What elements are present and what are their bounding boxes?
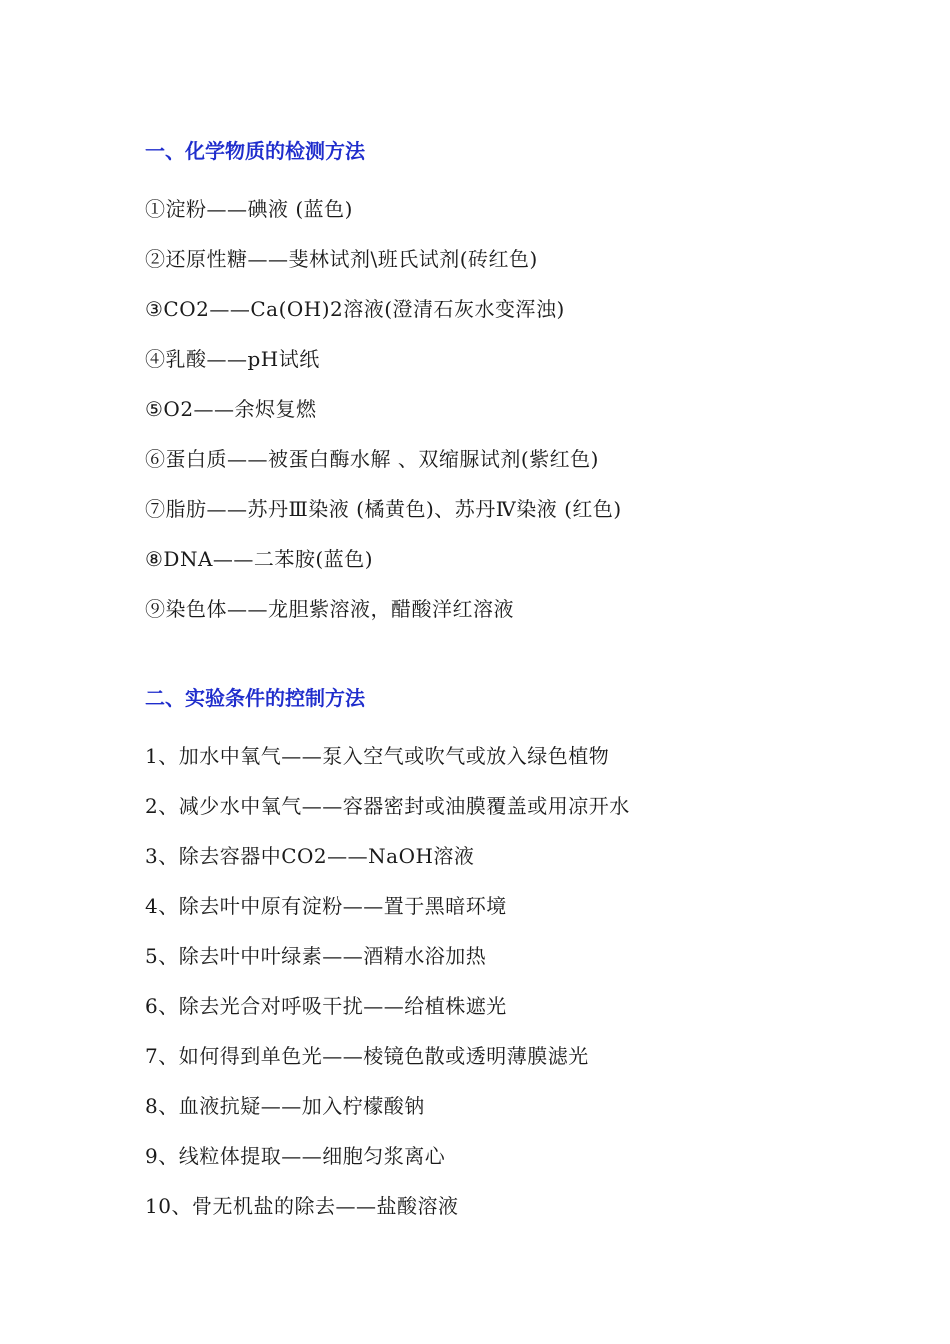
list-item: 8、血液抗疑——加入柠檬酸钠	[145, 1094, 425, 1118]
list-item: 1、加水中氧气——泵入空气或吹气或放入绿色植物	[145, 744, 610, 768]
section-experiment-conditions	[145, 681, 905, 1231]
list-item: ⑨染色体——龙胆紫溶液，醋酸洋红溶液	[145, 597, 514, 621]
item-list	[145, 731, 905, 1231]
list-item: 9、线粒体提取——细胞匀浆离心	[145, 1144, 446, 1168]
section-heading: 一、化学物质的检测方法	[145, 139, 365, 163]
list-item: 7、如何得到单色光——棱镜色散或透明薄膜滤光	[145, 1044, 589, 1068]
item-list	[145, 184, 905, 634]
list-item: 4、除去叶中原有淀粉——置于黑暗环境	[145, 894, 507, 918]
list-item: 5、除去叶中叶绿素——酒精水浴加热	[145, 944, 487, 968]
list-item: ③CO2——Ca(OH)2溶液(澄清石灰水变浑浊)	[145, 297, 565, 321]
list-item: 10、骨无机盐的除去——盐酸溶液	[145, 1194, 459, 1218]
list-item: ⑧DNA——二苯胺(蓝色)	[145, 547, 374, 571]
list-item: ⑥蛋白质——被蛋白酶水解 、双缩脲试剂(紫红色)	[145, 447, 599, 471]
list-item: ⑤O2——余烬复燃	[145, 397, 317, 421]
list-item: 3、除去容器中CO2——NaOH溶液	[145, 844, 475, 868]
section-heading: 二、实验条件的控制方法	[145, 686, 365, 710]
section-detection-methods	[145, 134, 905, 634]
list-item: ④乳酸——pH试纸	[145, 347, 320, 371]
list-item: ⑦脂肪——苏丹Ⅲ染液 (橘黄色)、苏丹Ⅳ染液 (红色)	[145, 497, 622, 521]
list-item: 2、减少水中氧气——容器密封或油膜覆盖或用凉开水	[145, 794, 630, 818]
list-item: ②还原性糖——斐林试剂\班氏试剂(砖红色)	[145, 247, 538, 271]
list-item: 6、除去光合对呼吸干扰——给植株遮光	[145, 994, 507, 1018]
list-item: ①淀粉——碘液 (蓝色)	[145, 197, 353, 221]
